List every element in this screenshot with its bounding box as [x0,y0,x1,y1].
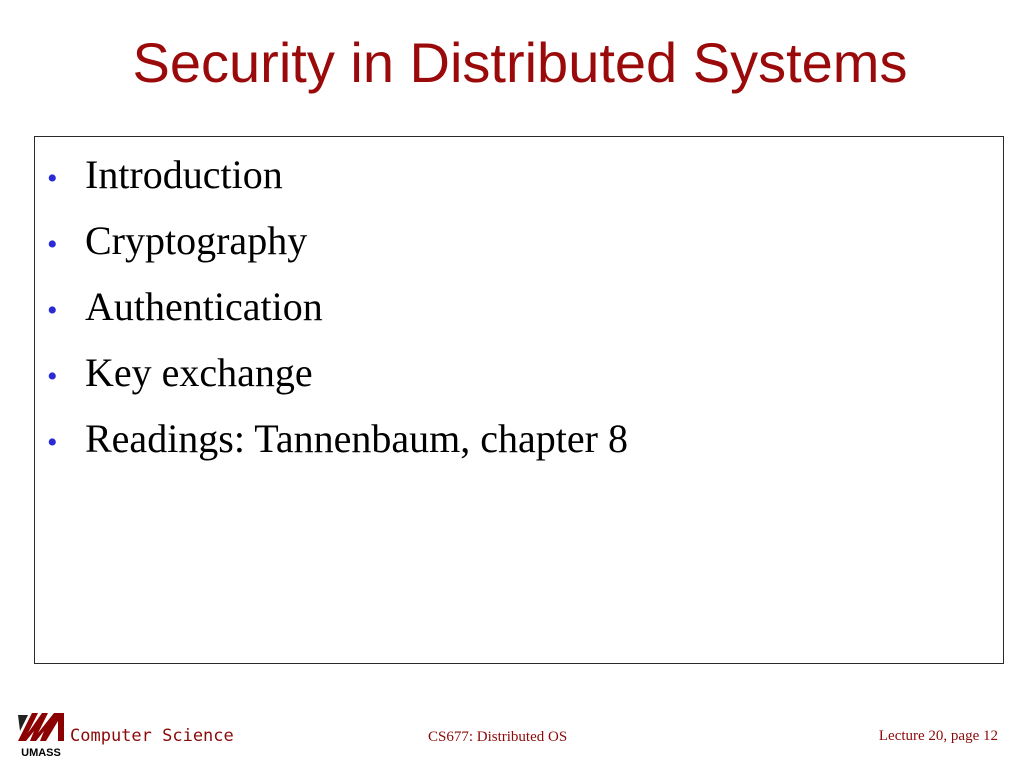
content-box [34,136,1004,664]
bullet-item [45,151,628,217]
umass-logo-icon [14,707,68,759]
bullet-icon: • [47,228,58,261]
bullet-list [45,151,628,481]
footer-course: CS677: Distributed OS [428,729,568,745]
bullet-item [45,283,628,349]
bullet-item [45,217,628,283]
bullet-icon: • [47,360,58,393]
bullet-icon: • [47,294,58,327]
footer [0,700,1024,768]
bullet-icon: • [47,162,58,195]
bullet-text: Readings: Tannenbaum, chapter 8 [85,416,628,461]
bullet-icon: • [47,426,58,459]
bullet-text: Cryptography [85,218,308,263]
bullet-text: Authentication [85,284,323,329]
logo-wordmark: UMASS [21,747,61,759]
bullet-item [45,349,628,415]
bullet-item [45,415,628,481]
slide-title: Security in Distributed Systems [132,31,908,94]
bullet-text: Key exchange [85,350,313,395]
footer-page-number: Lecture 20, page 12 [878,728,998,744]
footer-department: Computer Science [70,726,234,746]
bullet-text: Introduction [85,152,283,197]
